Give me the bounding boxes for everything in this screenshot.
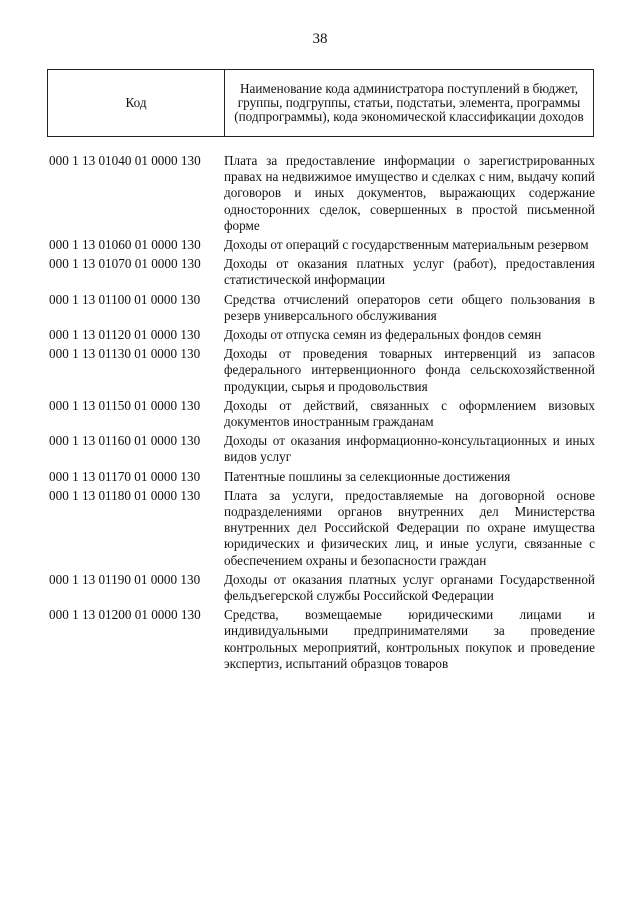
income-code: 000 1 13 01170 01 0000 130 <box>49 468 201 484</box>
income-description: Средства, возмещаемые юридическими лицами и индивидуальными предпринимателями за проведение контрольных мероприятий, контрольных покупок и проведение экспертиз, испытаний образцов товаров <box>224 607 595 671</box>
table-row <box>49 572 595 604</box>
table-row <box>49 488 595 569</box>
income-code: 000 1 13 01070 01 0000 130 <box>49 256 201 272</box>
page-number: 38 <box>312 31 328 47</box>
income-description: Доходы от операций с государственным материальным резервом <box>224 237 589 253</box>
income-code: 000 1 13 01160 01 0000 130 <box>49 433 201 449</box>
header-name-cell: Наименование кода администратора поступлений в бюджет, группы, подгруппы, статьи, подстатьи, элемента, программы (подпрограммы), кода экономической классификации доходов <box>225 70 594 137</box>
income-description: Средства отчислений операторов сети общего пользования в резерв универсального обслуживания <box>224 291 595 323</box>
table-row <box>49 327 595 343</box>
table-header <box>47 69 594 137</box>
table-row <box>49 237 595 253</box>
income-code: 000 1 13 01130 01 0000 130 <box>49 346 201 362</box>
income-code: 000 1 13 01040 01 0000 130 <box>49 153 201 168</box>
income-description: Плата за предоставление информации о зарегистрированных правах на недвижимое имущество и сделках с ним, выдачу копий договоров и иных документов, выражающих содержание односторонних сделок, совершенных в простой письменной форме <box>224 153 595 233</box>
income-description: Доходы от отпуска семян из федеральных фондов семян <box>224 327 542 343</box>
table-row <box>49 607 595 672</box>
income-description: Доходы от оказания платных услуг (работ), предоставления статистической информации <box>224 256 595 288</box>
income-description: Доходы от оказания платных услуг органами Государственной фельдъегерской службы Российской Федерации <box>224 571 595 604</box>
income-code: 000 1 13 01060 01 0000 130 <box>49 237 201 253</box>
income-code: 000 1 13 01120 01 0000 130 <box>49 327 201 343</box>
table-row <box>49 469 595 485</box>
income-description: Доходы от проведения товарных интервенций из запасов федерального интервенционного фонда сельскохозяйственной продукции, сырья и продовольствия <box>224 346 595 394</box>
table-row <box>49 292 595 324</box>
income-code: 000 1 13 01100 01 0000 130 <box>49 291 201 307</box>
header-code-cell: Код <box>48 70 225 137</box>
income-description: Доходы от действий, связанных с оформлением визовых документов иностранным гражданам <box>224 397 595 430</box>
income-code: 000 1 13 01180 01 0000 130 <box>49 487 201 503</box>
income-code: 000 1 13 01190 01 0000 130 <box>49 571 201 587</box>
table-row <box>49 398 595 430</box>
income-code: 000 1 13 01150 01 0000 130 <box>49 397 201 413</box>
income-description: Патентные пошлины за селекционные достижения <box>224 468 511 484</box>
income-code: 000 1 13 01200 01 0000 130 <box>49 607 201 623</box>
table-row <box>49 433 595 465</box>
table-row <box>49 346 595 395</box>
income-code-list <box>49 153 595 675</box>
table-row <box>49 256 595 288</box>
table-row <box>49 153 595 234</box>
income-description: Плата за услуги, предоставляемые на договорной основе подразделениями органов внутренних дел Министерства внутренних дел Российской Федерации по охране имущества юридических и физических лиц, и иные услуги, связанные с обеспечением охраны и безопасности граждан <box>224 487 595 568</box>
income-description: Доходы от оказания информационно-консультационных и иных видов услуг <box>224 433 595 465</box>
